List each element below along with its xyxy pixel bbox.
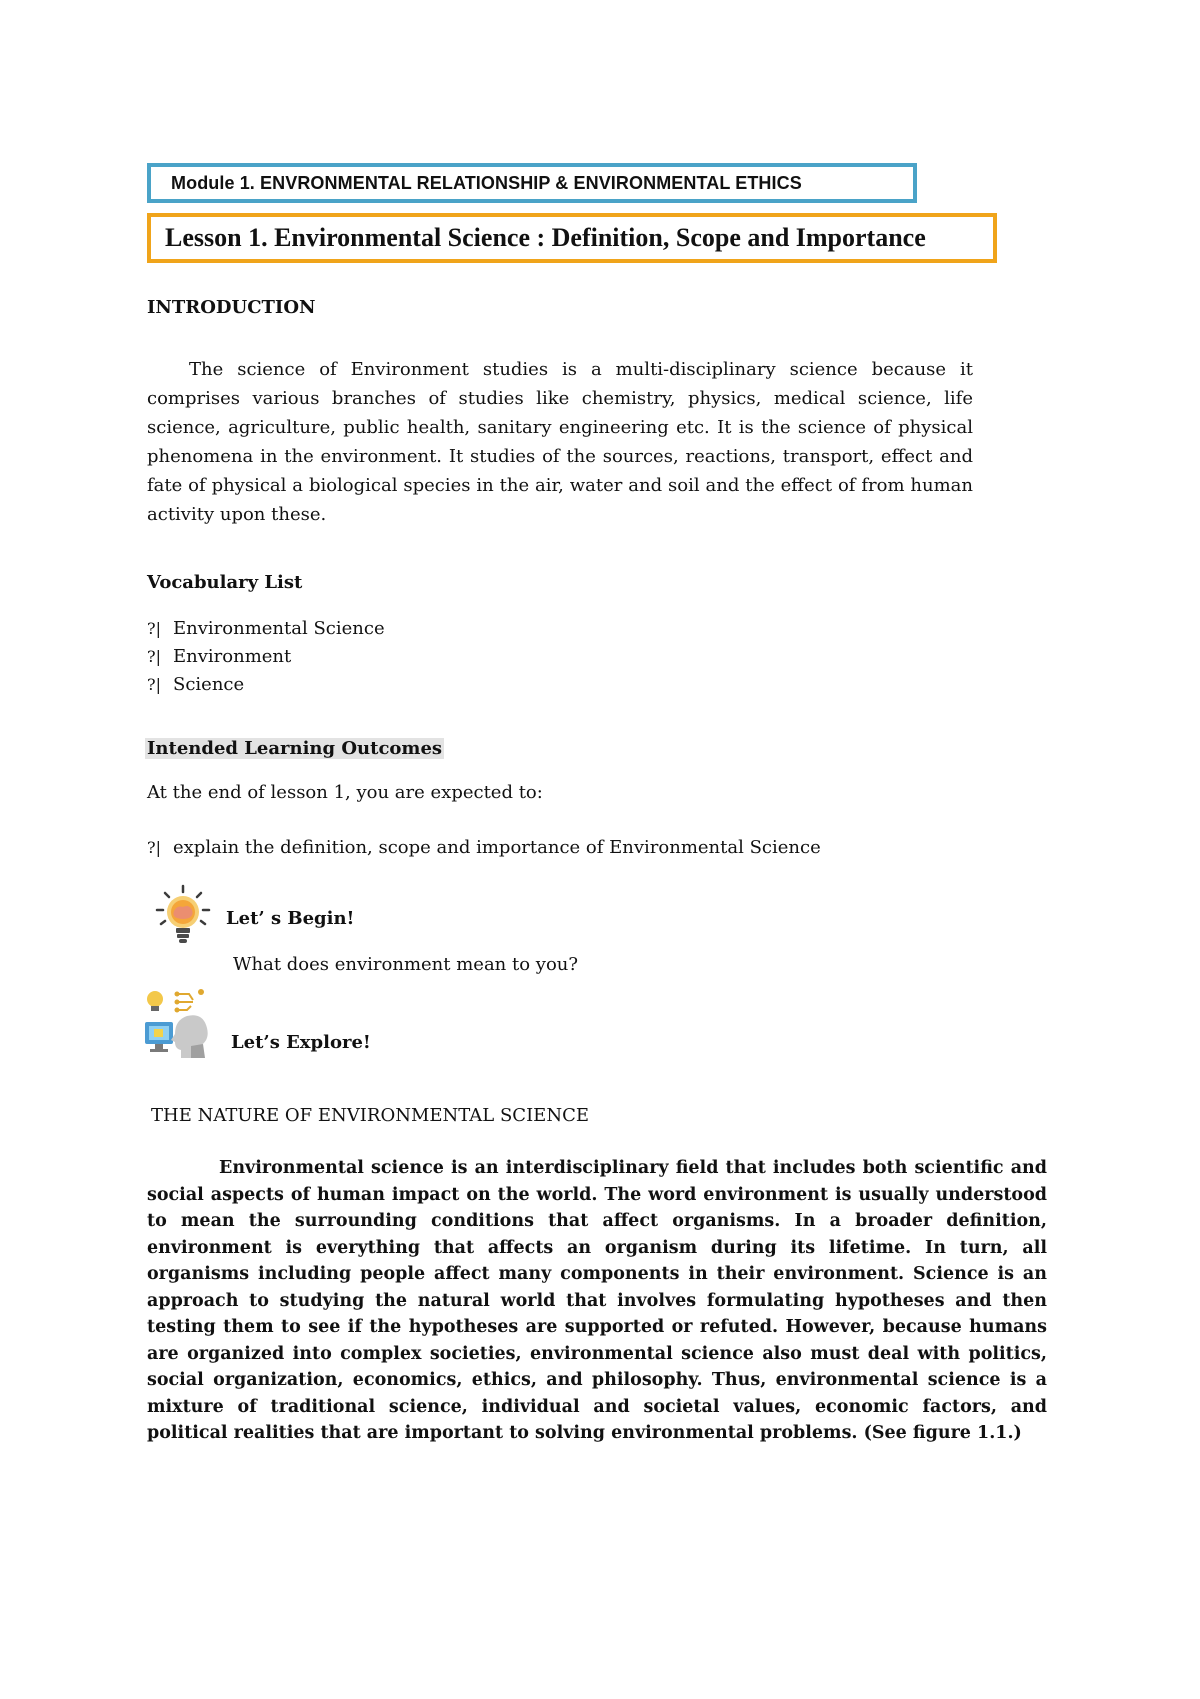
bullet-marker: ?| [147,837,161,857]
bullet-marker: ?| [147,646,161,666]
outcomes-heading-text: Intended Learning Outcomes [147,738,443,759]
vocabulary-item: Environment [173,645,292,667]
outcomes-heading [145,738,444,759]
vocabulary-item: Environmental Science [173,617,385,639]
list-item [147,614,385,642]
vocabulary-heading: Vocabulary List [147,572,303,593]
list-item [147,642,385,670]
lets-begin-label: Let’ s Begin! [226,908,355,929]
lightbulb-brain-icon [152,884,214,948]
begin-question: What does environment mean to you? [233,954,579,975]
nature-heading: THE NATURE OF ENVIRONMENTAL SCIENCE [151,1105,589,1126]
outcome-text: explain the definition, scope and importance of Environmental Science [173,836,821,858]
introduction-heading: INTRODUCTION [147,297,316,318]
lets-explore-label: Let’s Explore! [231,1032,371,1053]
lesson-title-box [147,213,997,263]
nature-paragraph: Environmental science is an interdisciplinary field that includes both scientific and social aspects of human impact on the world. The word environment is usually understood to mean the surrounding conditions that affect organisms. In a broader definition, environment is everything that affects an organism during its lifetime. In turn, all organisms including people affect many components in their environment. Science is an approach to studying the natural world that involves formulating hypotheses and then testing them to see if the hypotheses are supported or refuted. However, because humans are organized into complex societies, environmental science also must deal with politics, social organization, economics, ethics, and philosophy. Thus, environmental science is a mixture of traditional science, individual and societal values, economic factors, and political realities that are important to solving environmental problems. (See figure 1.1.) [147,1158,1047,1443]
vocabulary-item: Science [173,673,245,695]
bullet-marker: ?| [147,674,161,694]
vocabulary-list [147,614,385,698]
outcome-item [147,832,821,862]
explore-tech-icon [143,986,219,1062]
module-title-box [147,163,917,203]
module-title: Module 1. ENVRONMENTAL RELATIONSHIP & ENVIRONMENTAL ETHICS [171,172,802,193]
outcomes-intro: At the end of lesson 1, you are expected to: [147,782,543,803]
introduction-paragraph: The science of Environment studies is a multi-disciplinary science because it comprises various branches of studies like chemistry, physics, medical science, life science, agriculture, public health, sanitary engineering etc. It is the science of physical phenomena in the environment. It studies of the sources, reactions, transport, effect and fate of physical a biological species in the air, water and soil and the effect of from human activity upon these. [147,359,973,525]
lesson-title: Lesson 1. Environmental Science : Definition, Scope and Importance [165,223,926,252]
bullet-marker: ?| [147,618,161,638]
list-item [147,670,385,698]
